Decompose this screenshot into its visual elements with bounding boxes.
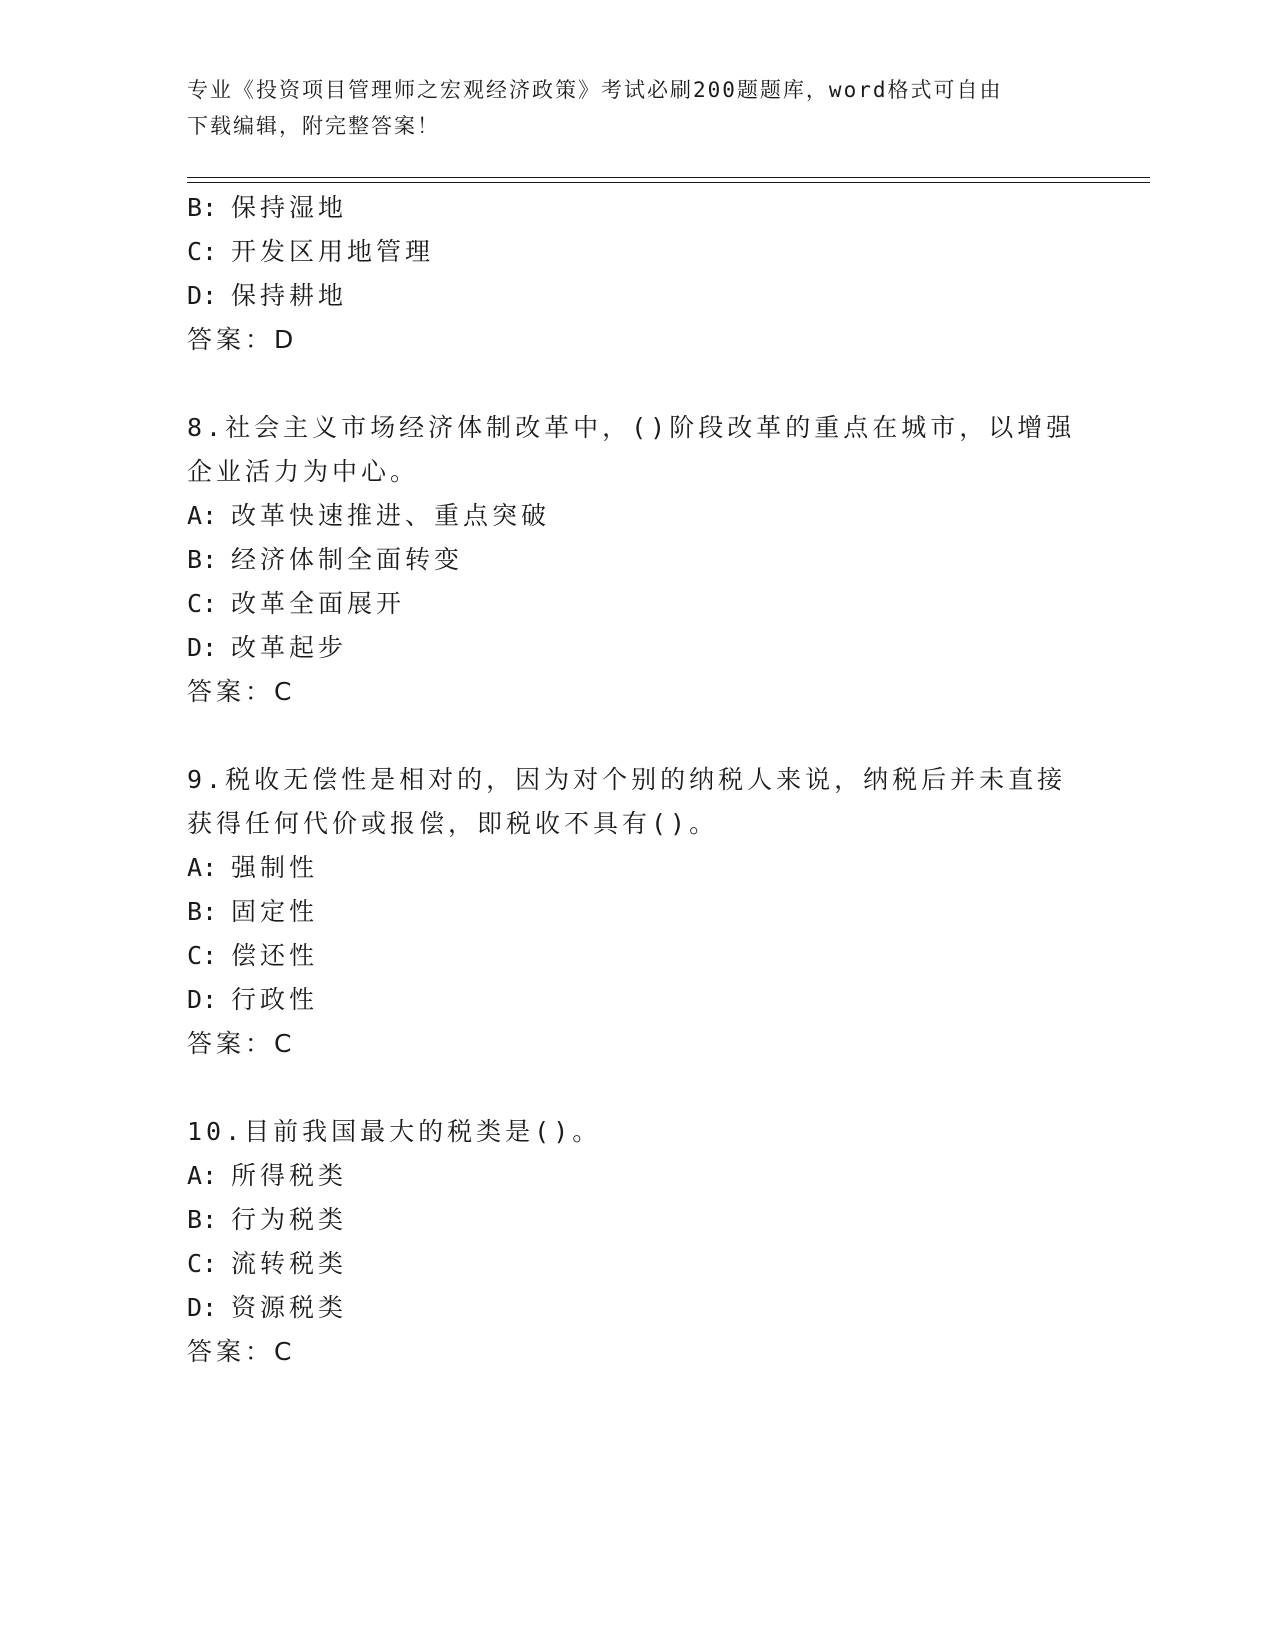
option-text: 改革全面展开 <box>231 589 406 618</box>
answer-value: D <box>274 325 294 354</box>
option-key: C: <box>187 589 218 618</box>
option-key: B: <box>187 1205 218 1234</box>
option-key: D: <box>187 1293 218 1322</box>
option-key: D: <box>187 281 218 310</box>
q7-option-c <box>187 237 434 267</box>
option-text: 资源税类 <box>231 1293 348 1322</box>
header-divider-top <box>187 177 1150 178</box>
answer-label: 答案： <box>187 1337 275 1366</box>
option-key: A: <box>187 1161 218 1190</box>
q8-stem-line-1: 8.社会主义市场经济体制改革中，()阶段改革的重点在城市，以增强 <box>187 413 1076 442</box>
q9-option-c <box>187 941 318 971</box>
q9-stem-line-1: 9.税收无偿性是相对的，因为对个别的纳税人来说，纳税后并未直接 <box>187 765 1067 794</box>
q8-answer <box>187 677 291 707</box>
q7-option-d <box>187 281 347 311</box>
q10-option-c <box>187 1249 347 1279</box>
option-text: 保持耕地 <box>231 281 348 310</box>
answer-label: 答案： <box>187 325 275 354</box>
option-text: 开发区用地管理 <box>231 237 435 266</box>
option-text: 保持湿地 <box>231 193 348 222</box>
q10-option-d <box>187 1293 347 1323</box>
option-text: 所得税类 <box>231 1161 348 1190</box>
option-text: 偿还性 <box>231 941 319 970</box>
option-key: C: <box>187 237 218 266</box>
answer-label: 答案： <box>187 677 275 706</box>
header-divider-bottom <box>187 182 1150 183</box>
q10-answer <box>187 1337 291 1367</box>
q8-option-d <box>187 633 347 663</box>
q9-option-b <box>187 897 318 927</box>
option-text: 改革起步 <box>231 633 348 662</box>
q10-option-a <box>187 1161 347 1191</box>
option-key: A: <box>187 501 218 530</box>
answer-value: C <box>274 677 292 706</box>
header-line-2: 下载编辑，附完整答案！ <box>187 114 440 138</box>
option-text: 流转税类 <box>231 1249 348 1278</box>
option-text: 行政性 <box>231 985 319 1014</box>
option-key: B: <box>187 545 218 574</box>
q9-option-d <box>187 985 318 1015</box>
answer-value: C <box>274 1029 292 1058</box>
q8-stem-line-2: 企业活力为中心。 <box>187 457 420 486</box>
q8-option-c <box>187 589 405 619</box>
option-key: B: <box>187 193 218 222</box>
q10-stem-line-1: 10.目前我国最大的税类是()。 <box>187 1117 602 1146</box>
q9-option-a <box>187 853 318 883</box>
q10-option-b <box>187 1205 347 1235</box>
option-key: C: <box>187 941 218 970</box>
option-key: B: <box>187 897 218 926</box>
q7-answer <box>187 325 293 355</box>
answer-label: 答案： <box>187 1029 275 1058</box>
q8-option-b <box>187 545 463 575</box>
option-key: A: <box>187 853 218 882</box>
answer-value: C <box>274 1337 292 1366</box>
q8-option-a <box>187 501 550 531</box>
q9-stem-line-2: 获得任何代价或报偿，即税收不具有()。 <box>187 809 719 838</box>
q9-answer <box>187 1029 291 1059</box>
option-text: 改革快速推进、重点突破 <box>231 501 551 530</box>
option-text: 固定性 <box>231 897 319 926</box>
document-header <box>187 72 1067 144</box>
option-key: C: <box>187 1249 218 1278</box>
option-text: 行为税类 <box>231 1205 348 1234</box>
option-key: D: <box>187 985 218 1014</box>
option-text: 经济体制全面转变 <box>231 545 464 574</box>
header-line-1: 专业《投资项目管理师之宏观经济政策》考试必刷200题题库，word格式可自由 <box>187 78 1003 102</box>
option-key: D: <box>187 633 218 662</box>
option-text: 强制性 <box>231 853 319 882</box>
q7-option-b <box>187 193 347 223</box>
